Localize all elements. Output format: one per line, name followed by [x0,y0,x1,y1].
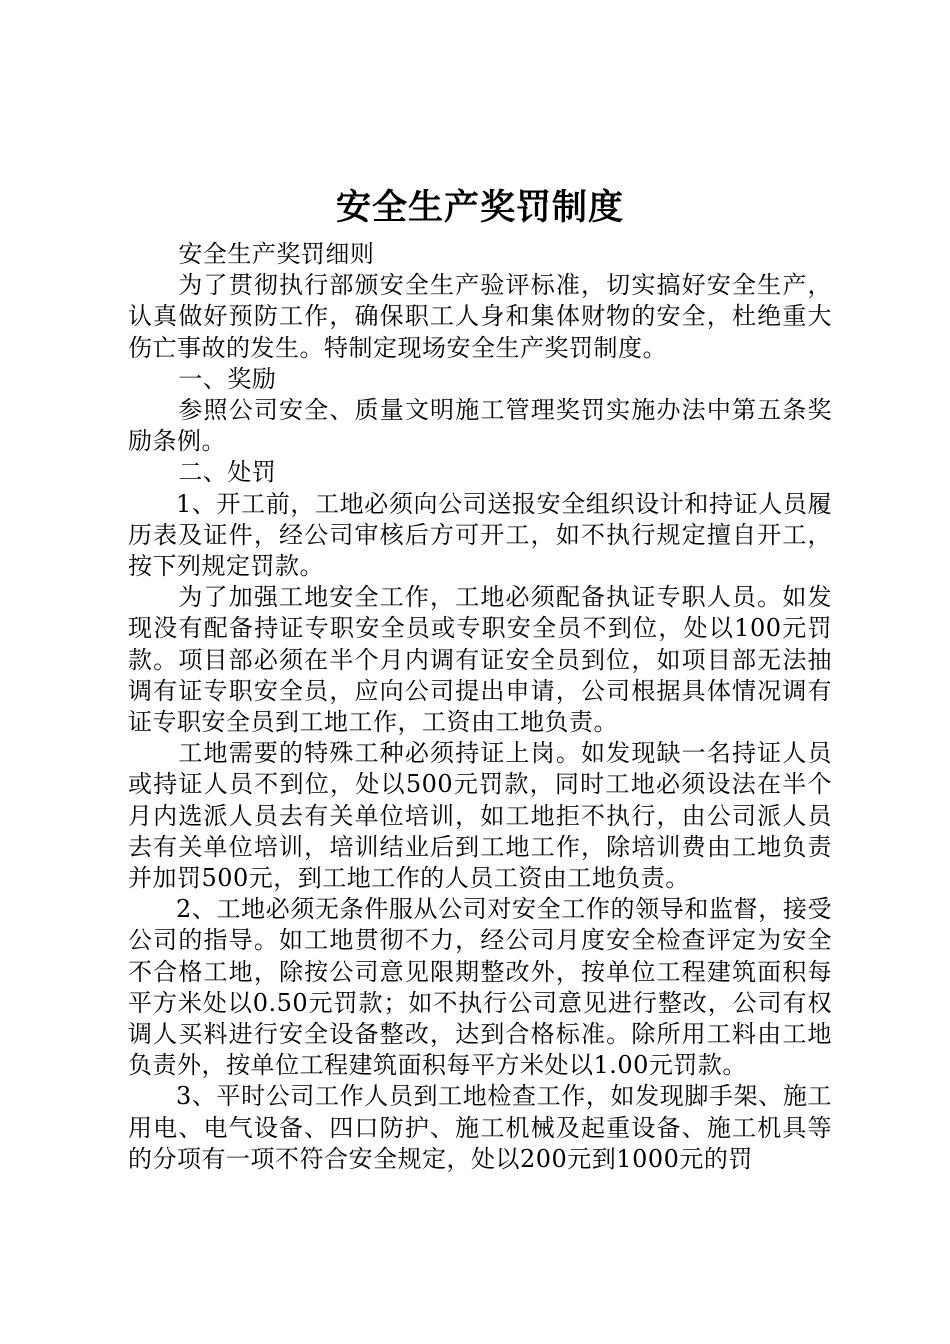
paragraph-reward-text: 参照公司安全、质量文明施工管理奖罚实施办法中第五条奖励条例。 [128,396,832,456]
paragraph-item-1: 1、开工前，工地必须向公司送报安全组织设计和持证人员履历表及证件，经公司审核后方可开工，如不执行规定擅自开工，按下列规定罚款。 [128,489,832,581]
paragraph-heading-penalty: 二、处罚 [178,458,277,487]
paragraph-item-1-staff: 为了加强工地安全工作，工地必须配备执证专职人员。如发现没有配备持证专职安全员或专职安全员不到位，处以100元罚款。项目部必须在半个月内调有证安全员到位，如项目部无法抽调有证专职安全员，应向公司提出申请，公司根据具体情况调有证专职安全员到工地工作，工资由工地负责。 [128,583,832,737]
paragraph-item-2: 2、工地必须无条件服从公司对安全工作的领导和监督，接受公司的指导。如工地贯彻不力，经公司月度安全检查评定为安全不合格工地，除按公司意见限期整改外，按单位工程建筑面积每平方米处以0.50元罚款；如不执行公司意见进行整改，公司有权调人买料进行安全设备整改，达到合格标准。除所用工料由工地负责外，按单位工程建筑面积每平方米处以1.00元罚款。 [128,895,832,1080]
paragraph-heading-reward: 一、奖励 [178,364,277,393]
document-page [128,185,832,1175]
paragraph-item-3: 3、平时公司工作人员到工地检查工作，如发现脚手架、施工用电、电气设备、四口防护、施工机械及起重设备、施工机具等的分项有一项不符合安全规定，处以200元到1000元的罚 [128,1082,832,1173]
paragraph-subtitle: 安全生产奖罚细则 [178,240,375,268]
paragraph-intro: 为了贯彻执行部颁安全生产验评标准，切实搞好安全生产，认真做好预防工作，确保职工人身和集体财物的安全，杜绝重大伤亡事故的发生。特制定现场安全生产奖罚制度。 [128,271,832,362]
paragraph-item-1-special-workers: 工地需要的特殊工种必须持证上岗。如发现缺一名持证人员或持证人员不到位，处以500元罚款，同时工地必须设法在半个月内选派人员去有关单位培训，如工地拒不执行，由公司派人员去有关单位培训，培训结业后到工地工作，除培训费由工地负责并加罚500元，到工地工作的人员工资由工地负责。 [128,739,832,893]
document-title: 安全生产奖罚制度 [335,187,624,228]
